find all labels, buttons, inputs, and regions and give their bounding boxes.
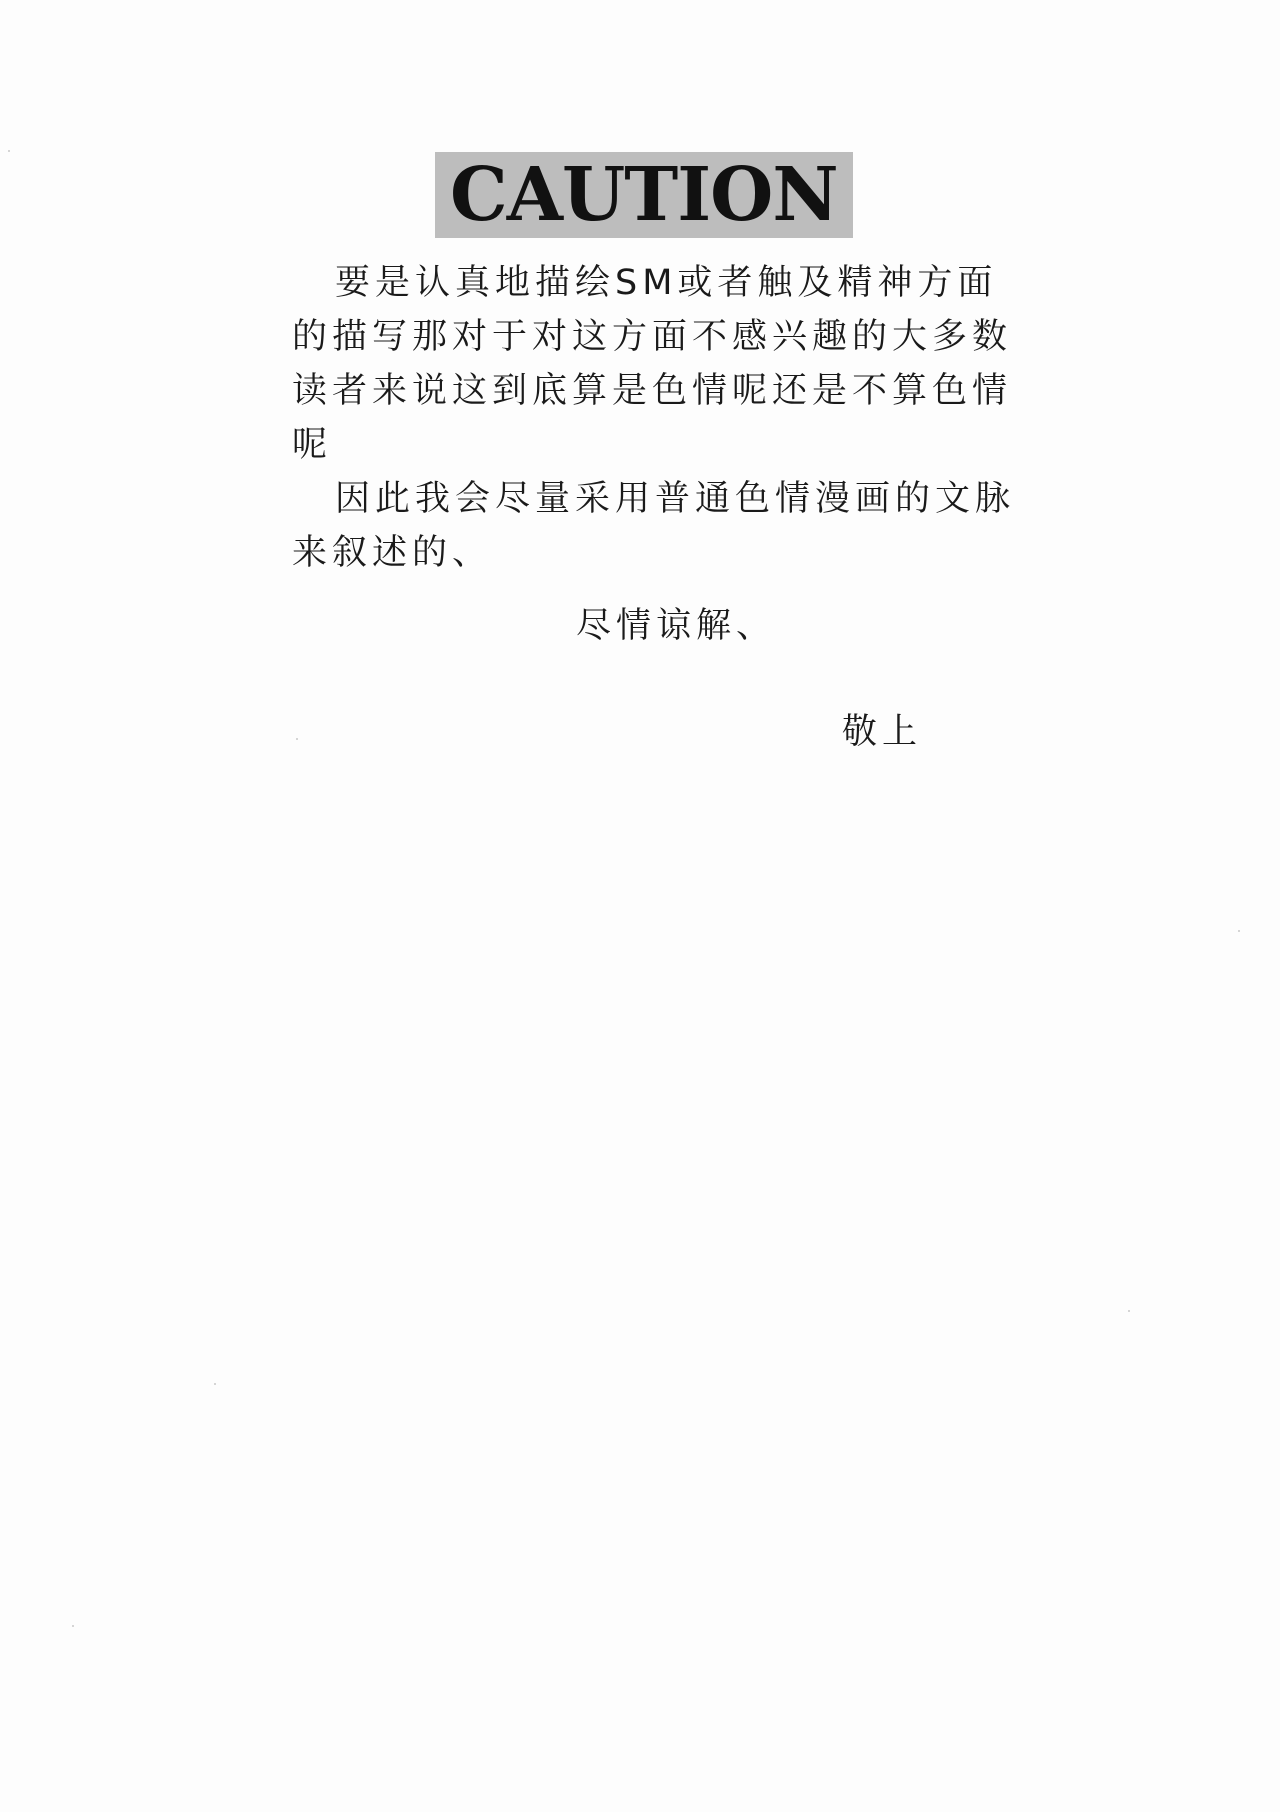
caution-banner bbox=[435, 152, 853, 238]
closing-line: 尽情谅解、 bbox=[576, 606, 777, 646]
scan-speck bbox=[214, 1383, 216, 1385]
body-text bbox=[292, 256, 1032, 580]
scan-speck bbox=[8, 150, 10, 152]
scan-speck bbox=[72, 1625, 74, 1627]
paragraph: 要是认真地描绘SM或者触及精神方面的描写那对于对这方面不感兴趣的大多数读者来说这到底算是色情呢还是不算色情呢 bbox=[292, 263, 1013, 465]
scan-speck bbox=[296, 738, 298, 740]
scan-speck bbox=[1128, 1310, 1130, 1312]
signature: 敬上 bbox=[842, 712, 923, 752]
caution-title: CAUTION bbox=[450, 152, 838, 238]
scan-speck bbox=[1238, 930, 1240, 932]
paragraph: 因此我会尽量采用普通色情漫画的文脉来叙述的、 bbox=[292, 479, 1016, 573]
